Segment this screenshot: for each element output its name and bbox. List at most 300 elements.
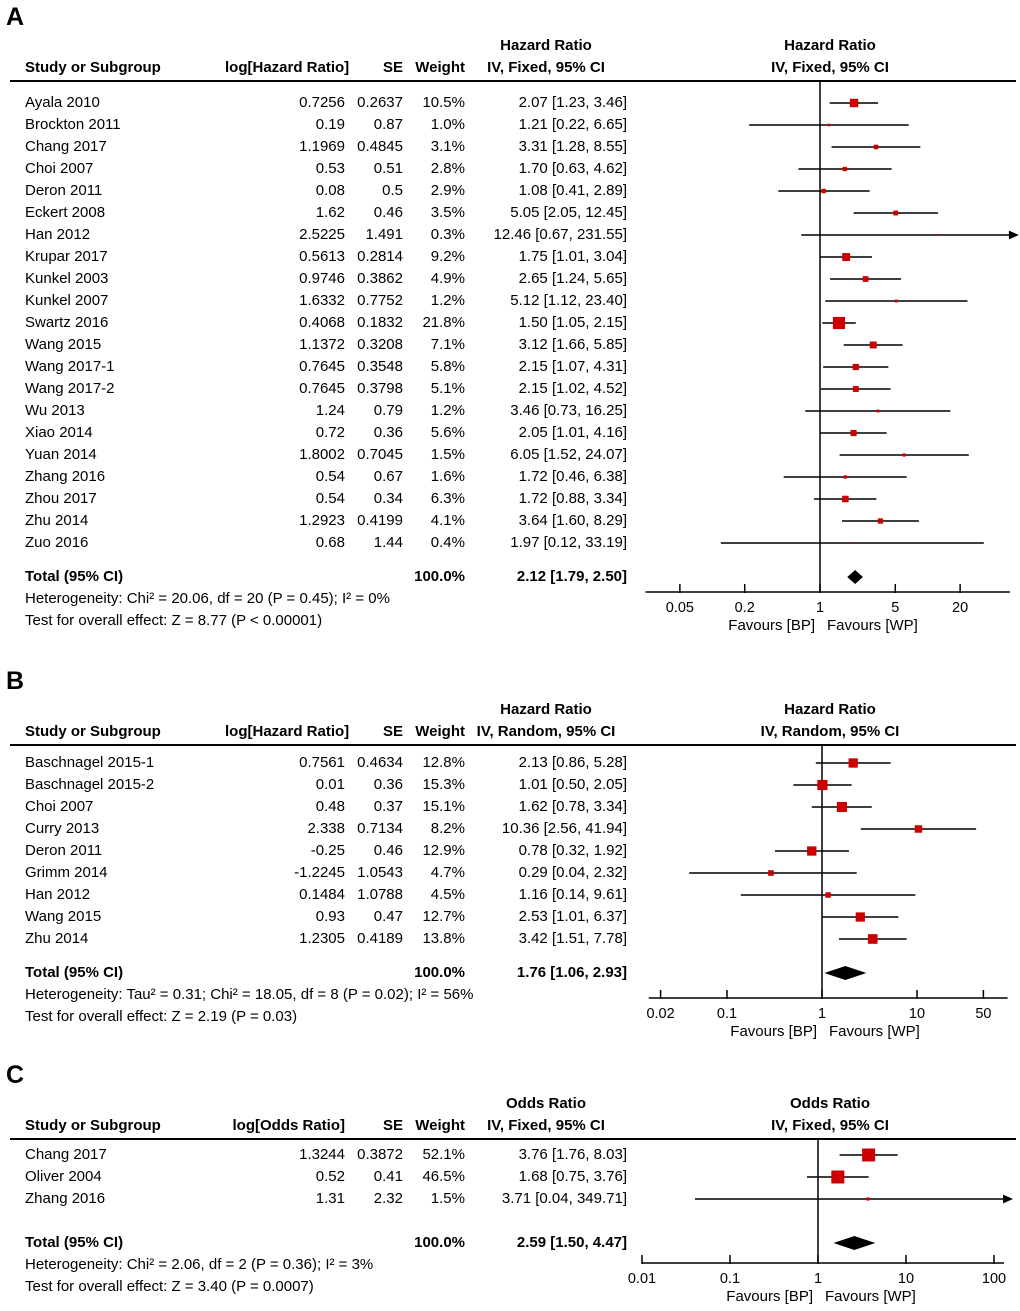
axis-tick-label: 1 (817, 1006, 827, 1022)
weight-value: 52.1% (422, 1146, 465, 1163)
study-name: Zhou 2017 (25, 490, 97, 507)
study-name: Zuo 2016 (25, 534, 89, 551)
study-name: Grimm 2014 (25, 864, 108, 881)
study-row (0, 1188, 640, 1210)
column-header-ci-method: IV, Fixed, 95% CI (487, 59, 605, 76)
ci-text: 0.29 [0.04, 2.32] (518, 864, 627, 881)
study-name: Wang 2015 (25, 908, 102, 925)
panel-body (0, 746, 1020, 1046)
favours-left-label: Favours [BP] (728, 617, 815, 634)
study-name: Zhang 2016 (25, 1190, 106, 1207)
study-row (0, 774, 640, 796)
effect-square (870, 342, 877, 349)
favours-left-label: Favours [BP] (726, 1288, 813, 1305)
total-ci-text: 1.76 [1.06, 2.93] (516, 964, 627, 981)
study-name: Zhu 2014 (25, 512, 89, 529)
study-row (0, 928, 640, 950)
se-value: 0.4634 (357, 754, 403, 771)
log-effect-value: -1.2245 (294, 864, 345, 881)
weight-value: 5.1% (430, 380, 465, 397)
study-name: Oliver 2004 (25, 1168, 102, 1185)
panel-body (0, 82, 1020, 652)
ci-text: 2.13 [0.86, 5.28] (518, 754, 627, 771)
effect-title-text-col: Hazard Ratio (500, 37, 592, 54)
study-row (0, 488, 640, 510)
axis-tick-label: 0.1 (719, 1271, 741, 1287)
ci-text: 1.16 [0.14, 9.61] (518, 886, 627, 903)
axis-tick-label: 0.02 (646, 1006, 675, 1022)
panel-label: C (6, 1061, 25, 1089)
study-row (0, 752, 640, 774)
total-label: Total (95% CI) (25, 568, 124, 585)
se-value: 0.2814 (357, 248, 403, 265)
ci-text: 1.01 [0.50, 2.05] (518, 776, 627, 793)
weight-value: 12.7% (422, 908, 465, 925)
study-row (0, 334, 640, 356)
total-diamond (833, 1236, 875, 1250)
spacer (0, 554, 640, 566)
weight-value: 1.2% (430, 292, 465, 309)
effect-square (895, 300, 898, 303)
column-header-log-effect: log[Odds Ratio] (232, 1117, 345, 1134)
ci-text: 5.05 [2.05, 12.45] (510, 204, 627, 221)
column-header-ci-method-plot: IV, Random, 95% CI (760, 723, 900, 740)
effect-square (837, 802, 847, 812)
se-value: 0.46 (373, 842, 403, 859)
weight-value: 2.8% (430, 160, 465, 177)
study-name: Kunkel 2007 (25, 292, 109, 309)
axis-tick-label: 10 (897, 1271, 915, 1287)
total-diamond (847, 570, 863, 584)
heterogeneity-note: Heterogeneity: Tau² = 0.31; Chi² = 18.05, df = 8 (P = 0.02); I² = 56% (25, 986, 474, 1003)
effect-square (817, 780, 827, 790)
column-header-study: Study or Subgroup (25, 59, 161, 76)
effect-square (849, 758, 858, 767)
study-name: Wu 2013 (25, 402, 85, 419)
se-value: 0.36 (373, 424, 403, 441)
header-effect-row (0, 699, 1020, 721)
ci-text: 1.97 [0.12, 33.19] (510, 534, 627, 551)
column-header-weight: Weight (415, 723, 465, 740)
axis-tick-label: 5 (891, 600, 900, 616)
weight-value: 2.9% (430, 182, 465, 199)
log-effect-value: -0.25 (310, 842, 345, 859)
log-effect-value: 0.5613 (299, 248, 345, 265)
study-row (0, 202, 640, 224)
arrow-head (1003, 1195, 1013, 1204)
study-row (0, 532, 640, 554)
ci-text: 2.53 [1.01, 6.37] (518, 908, 627, 925)
log-effect-value: 2.338 (307, 820, 345, 837)
study-name: Wang 2015 (25, 336, 102, 353)
study-row (0, 268, 640, 290)
column-header-study: Study or Subgroup (25, 1117, 161, 1134)
study-name: Kunkel 2003 (25, 270, 109, 287)
log-effect-value: 0.1484 (299, 886, 345, 903)
weight-value: 0.3% (430, 226, 465, 243)
total-ci-text: 2.12 [1.79, 2.50] (516, 568, 627, 585)
study-name: Baschnagel 2015-1 (25, 754, 155, 771)
study-name: Yuan 2014 (25, 446, 97, 463)
study-row (0, 466, 640, 488)
study-name: Chang 2017 (25, 1146, 107, 1163)
ci-text: 6.05 [1.52, 24.07] (510, 446, 627, 463)
weight-value: 8.2% (430, 820, 465, 837)
study-name: Ayala 2010 (25, 94, 100, 111)
se-value: 0.4845 (357, 138, 403, 155)
log-effect-value: 1.2923 (299, 512, 345, 529)
effect-title-plot-col: Hazard Ratio (784, 37, 876, 54)
log-effect-value: 1.1372 (299, 336, 345, 353)
ci-text: 3.64 [1.60, 8.29] (518, 512, 627, 529)
log-effect-value: 1.31 (315, 1190, 345, 1207)
weight-value: 0.4% (430, 534, 465, 551)
axis-tick-label: 0.05 (665, 600, 694, 616)
total-label: Total (95% CI) (25, 1234, 124, 1251)
effect-square (831, 1171, 844, 1184)
ci-text: 3.12 [1.66, 5.85] (518, 336, 627, 353)
se-value: 1.0788 (357, 886, 403, 903)
study-row (0, 92, 640, 114)
log-effect-value: 0.52 (315, 1168, 345, 1185)
se-value: 0.46 (373, 204, 403, 221)
axis-tick-label: 0.2 (734, 600, 755, 616)
weight-value: 4.7% (430, 864, 465, 881)
log-effect-value: 1.6332 (299, 292, 345, 309)
se-value: 0.87 (373, 116, 403, 133)
weight-value: 13.8% (422, 930, 465, 947)
se-value: 0.3872 (357, 1146, 403, 1163)
effect-square (807, 846, 816, 855)
ci-text: 10.36 [2.56, 41.94] (501, 820, 627, 837)
ci-text: 3.76 [1.76, 8.03] (518, 1146, 627, 1163)
effect-square (842, 496, 849, 503)
effect-title-text-col: Odds Ratio (505, 1095, 586, 1112)
log-effect-value: 0.08 (315, 182, 345, 199)
study-name: Wang 2017-1 (25, 358, 115, 375)
overall-effect-note: Test for overall effect: Z = 8.77 (P < 0.00001) (25, 612, 323, 629)
ci-text: 12.46 [0.67, 231.55] (493, 226, 627, 243)
log-effect-value: 0.7256 (299, 94, 345, 111)
axis-tick-label: 1 (813, 1271, 823, 1287)
column-header-weight: Weight (415, 59, 465, 76)
study-table (0, 746, 640, 1028)
column-header-ci-method-plot: IV, Fixed, 95% CI (771, 1117, 889, 1134)
effect-square (828, 124, 831, 127)
study-name: Xiao 2014 (25, 424, 93, 441)
weight-value: 1.6% (430, 468, 465, 485)
column-header-ci-method: IV, Fixed, 95% CI (487, 1117, 605, 1134)
log-effect-value: 0.68 (315, 534, 345, 551)
axis-tick-label: 10 (908, 1006, 926, 1022)
favours-left-label: Favours [BP] (730, 1023, 817, 1040)
se-value: 0.3862 (357, 270, 403, 287)
se-value: 2.32 (373, 1190, 403, 1207)
se-value: 0.34 (373, 490, 403, 507)
ci-text: 3.71 [0.04, 349.71] (501, 1190, 627, 1207)
se-value: 1.0543 (357, 864, 403, 881)
log-effect-value: 0.53 (315, 160, 345, 177)
total-row (0, 962, 640, 984)
study-row (0, 818, 640, 840)
log-effect-value: 1.24 (315, 402, 345, 419)
study-name: Zhang 2016 (25, 468, 106, 485)
effect-square (863, 276, 869, 282)
total-label: Total (95% CI) (25, 964, 124, 981)
log-effect-value: 0.01 (315, 776, 345, 793)
effect-square (821, 189, 825, 193)
study-row (0, 312, 640, 334)
study-row (0, 510, 640, 532)
se-value: 0.51 (373, 160, 403, 177)
effect-square (853, 386, 859, 392)
ci-text: 1.21 [0.22, 6.65] (518, 116, 627, 133)
study-row (0, 158, 640, 180)
forest-panel-b (0, 664, 1020, 1046)
favours-right-label: Favours [WP] (829, 1023, 920, 1040)
study-row (0, 180, 640, 202)
weight-value: 15.3% (422, 776, 465, 793)
weight-value: 46.5% (422, 1168, 465, 1185)
study-name: Deron 2011 (25, 182, 103, 199)
effect-square (850, 99, 858, 107)
overall-effect-note: Test for overall effect: Z = 3.40 (P = 0.0007) (25, 1278, 314, 1295)
effect-square (853, 364, 859, 370)
weight-value: 3.5% (430, 204, 465, 221)
total-ci-text: 2.59 [1.50, 4.47] (516, 1234, 627, 1251)
weight-value: 10.5% (422, 94, 465, 111)
effect-title-plot-col: Hazard Ratio (784, 701, 876, 718)
weight-value: 1.2% (430, 402, 465, 419)
log-effect-value: 0.4068 (299, 314, 345, 331)
study-table (0, 82, 640, 632)
log-effect-value: 0.54 (315, 468, 345, 485)
study-row (0, 290, 640, 312)
column-header-ci-method: IV, Random, 95% CI (476, 723, 616, 740)
log-effect-value: 0.9746 (299, 270, 345, 287)
study-name: Baschnagel 2015-2 (25, 776, 155, 793)
weight-value: 5.8% (430, 358, 465, 375)
se-value: 0.7134 (357, 820, 403, 837)
forest-plot-svg (640, 82, 1020, 652)
study-name: Curry 2013 (25, 820, 100, 837)
log-effect-value: 1.1969 (299, 138, 345, 155)
se-value: 0.5 (382, 182, 403, 199)
ci-text: 3.46 [0.73, 16.25] (510, 402, 627, 419)
log-effect-value: 1.62 (315, 204, 345, 221)
weight-value: 3.1% (430, 138, 465, 155)
weight-value: 21.8% (422, 314, 465, 331)
effect-square (903, 453, 906, 456)
effect-square (877, 410, 880, 413)
study-row (0, 378, 640, 400)
ci-text: 3.31 [1.28, 8.55] (518, 138, 627, 155)
total-diamond (824, 966, 866, 980)
study-name: Choi 2007 (25, 160, 94, 177)
study-row (0, 796, 640, 818)
study-row (0, 422, 640, 444)
ci-text: 2.07 [1.23, 3.46] (518, 94, 627, 111)
effect-square (937, 234, 939, 236)
heterogeneity-note: Heterogeneity: Chi² = 2.06, df = 2 (P = 0.36); I² = 3% (25, 1256, 374, 1273)
effect-square (862, 1149, 875, 1162)
effect-square (878, 518, 883, 523)
log-effect-value: 1.2305 (299, 930, 345, 947)
heterogeneity-note: Heterogeneity: Chi² = 20.06, df = 20 (P = 0.45); I² = 0% (25, 590, 390, 607)
weight-value: 15.1% (422, 798, 465, 815)
axis-tick-label: 20 (952, 600, 969, 616)
ci-text: 1.72 [0.46, 6.38] (518, 468, 627, 485)
log-effect-value: 0.93 (315, 908, 345, 925)
weight-value: 12.9% (422, 842, 465, 859)
favours-right-label: Favours [WP] (825, 1288, 916, 1305)
effect-square (833, 317, 845, 329)
study-name: Zhu 2014 (25, 930, 89, 947)
ci-text: 1.50 [1.05, 2.15] (518, 314, 627, 331)
se-value: 0.3548 (357, 358, 403, 375)
study-name: Eckert 2008 (25, 204, 106, 221)
log-effect-value: 0.72 (315, 424, 345, 441)
study-row (0, 862, 640, 884)
forest-plot-svg (640, 746, 1020, 1046)
study-name: Choi 2007 (25, 798, 94, 815)
header-effect-row (0, 1093, 1020, 1115)
weight-value: 7.1% (430, 336, 465, 353)
se-value: 0.4199 (357, 512, 403, 529)
axis-tick-label: 1 (815, 600, 825, 616)
study-name: Han 2012 (25, 886, 91, 903)
log-effect-value: 1.8002 (299, 446, 345, 463)
effect-square (874, 145, 879, 150)
weight-value: 1.5% (430, 1190, 465, 1207)
effect-square (825, 892, 831, 898)
study-row (0, 444, 640, 466)
panel-body (0, 1140, 1020, 1310)
weight-value: 5.6% (430, 424, 465, 441)
log-effect-value: 0.7561 (299, 754, 345, 771)
se-value: 0.2637 (357, 94, 403, 111)
se-value: 0.1832 (357, 314, 403, 331)
ci-text: 2.15 [1.02, 4.52] (518, 380, 627, 397)
study-row (0, 884, 640, 906)
weight-value: 4.1% (430, 512, 465, 529)
ci-text: 2.15 [1.07, 4.31] (518, 358, 627, 375)
weight-value: 1.5% (430, 446, 465, 463)
total-row (0, 1232, 640, 1254)
header-columns-row (0, 721, 1020, 743)
se-value: 0.3798 (357, 380, 403, 397)
study-row (0, 840, 640, 862)
arrow-head (1009, 231, 1019, 240)
log-effect-value: 0.7645 (299, 380, 345, 397)
column-header-log-effect: log[Hazard Ratio] (225, 723, 350, 740)
effect-title-text-col: Hazard Ratio (500, 701, 592, 718)
study-name: Wang 2017-2 (25, 380, 115, 397)
study-row (0, 906, 640, 928)
column-header-log-effect: log[Hazard Ratio] (225, 59, 350, 76)
column-header-ci-method-plot: IV, Fixed, 95% CI (771, 59, 889, 76)
ci-text: 1.62 [0.78, 3.34] (518, 798, 627, 815)
ci-text: 0.78 [0.32, 1.92] (518, 842, 627, 859)
study-table (0, 1140, 640, 1298)
study-row (0, 400, 640, 422)
study-name: Krupar 2017 (25, 248, 108, 265)
ci-text: 1.75 [1.01, 3.04] (518, 248, 627, 265)
spacer (0, 950, 640, 962)
header-columns-row (0, 57, 1020, 79)
overall-effect-note: Test for overall effect: Z = 2.19 (P = 0.03) (25, 1008, 298, 1025)
se-value: 1.44 (373, 534, 403, 551)
total-weight: 100.0% (414, 964, 465, 981)
weight-value: 9.2% (430, 248, 465, 265)
se-value: 0.7752 (357, 292, 403, 309)
weight-value: 6.3% (430, 490, 465, 507)
study-row (0, 114, 640, 136)
ci-text: 1.70 [0.63, 4.62] (518, 160, 627, 177)
forest-panel-c (0, 1058, 1020, 1310)
study-name: Deron 2011 (25, 842, 103, 859)
axis-tick-label: 0.01 (627, 1271, 657, 1287)
log-effect-value: 2.5225 (299, 226, 345, 243)
total-weight: 100.0% (414, 1234, 465, 1251)
log-effect-value: 0.7645 (299, 358, 345, 375)
effect-square (851, 542, 853, 544)
se-value: 0.67 (373, 468, 403, 485)
se-value: 0.7045 (357, 446, 403, 463)
column-header-se: SE (382, 723, 403, 740)
header-effect-row (0, 35, 1020, 57)
study-name: Chang 2017 (25, 138, 107, 155)
column-header-se: SE (382, 59, 403, 76)
se-value: 0.79 (373, 402, 403, 419)
ci-text: 1.72 [0.88, 3.34] (518, 490, 627, 507)
weight-value: 12.8% (422, 754, 465, 771)
se-value: 0.36 (373, 776, 403, 793)
axis-tick-label: 100 (981, 1271, 1007, 1287)
study-row (0, 1144, 640, 1166)
weight-value: 4.9% (430, 270, 465, 287)
forest-panel-a (0, 0, 1020, 652)
ci-text: 1.68 [0.75, 3.76] (518, 1168, 627, 1185)
axis-tick-label: 0.1 (716, 1006, 738, 1022)
se-value: 0.47 (373, 908, 403, 925)
header-columns-row (0, 1115, 1020, 1137)
column-header-se: SE (382, 1117, 403, 1134)
ci-text: 1.08 [0.41, 2.89] (518, 182, 627, 199)
total-weight: 100.0% (414, 568, 465, 585)
study-row (0, 356, 640, 378)
axis-tick-label: 50 (975, 1006, 992, 1022)
se-value: 0.4189 (357, 930, 403, 947)
effect-square (842, 253, 850, 261)
column-header-study: Study or Subgroup (25, 723, 161, 740)
column-header-weight: Weight (415, 1117, 465, 1134)
study-row (0, 246, 640, 268)
ci-text: 2.65 [1.24, 5.65] (518, 270, 627, 287)
se-value: 0.41 (373, 1168, 403, 1185)
study-name: Swartz 2016 (25, 314, 109, 331)
study-row (0, 136, 640, 158)
se-value: 0.37 (373, 798, 403, 815)
log-effect-value: 0.54 (315, 490, 345, 507)
panel-label: A (6, 3, 25, 31)
study-name: Brockton 2011 (25, 116, 121, 133)
study-name: Han 2012 (25, 226, 91, 243)
effect-square (915, 825, 922, 832)
effect-square (893, 211, 898, 216)
panel-label: B (6, 667, 25, 695)
se-value: 1.491 (365, 226, 403, 243)
